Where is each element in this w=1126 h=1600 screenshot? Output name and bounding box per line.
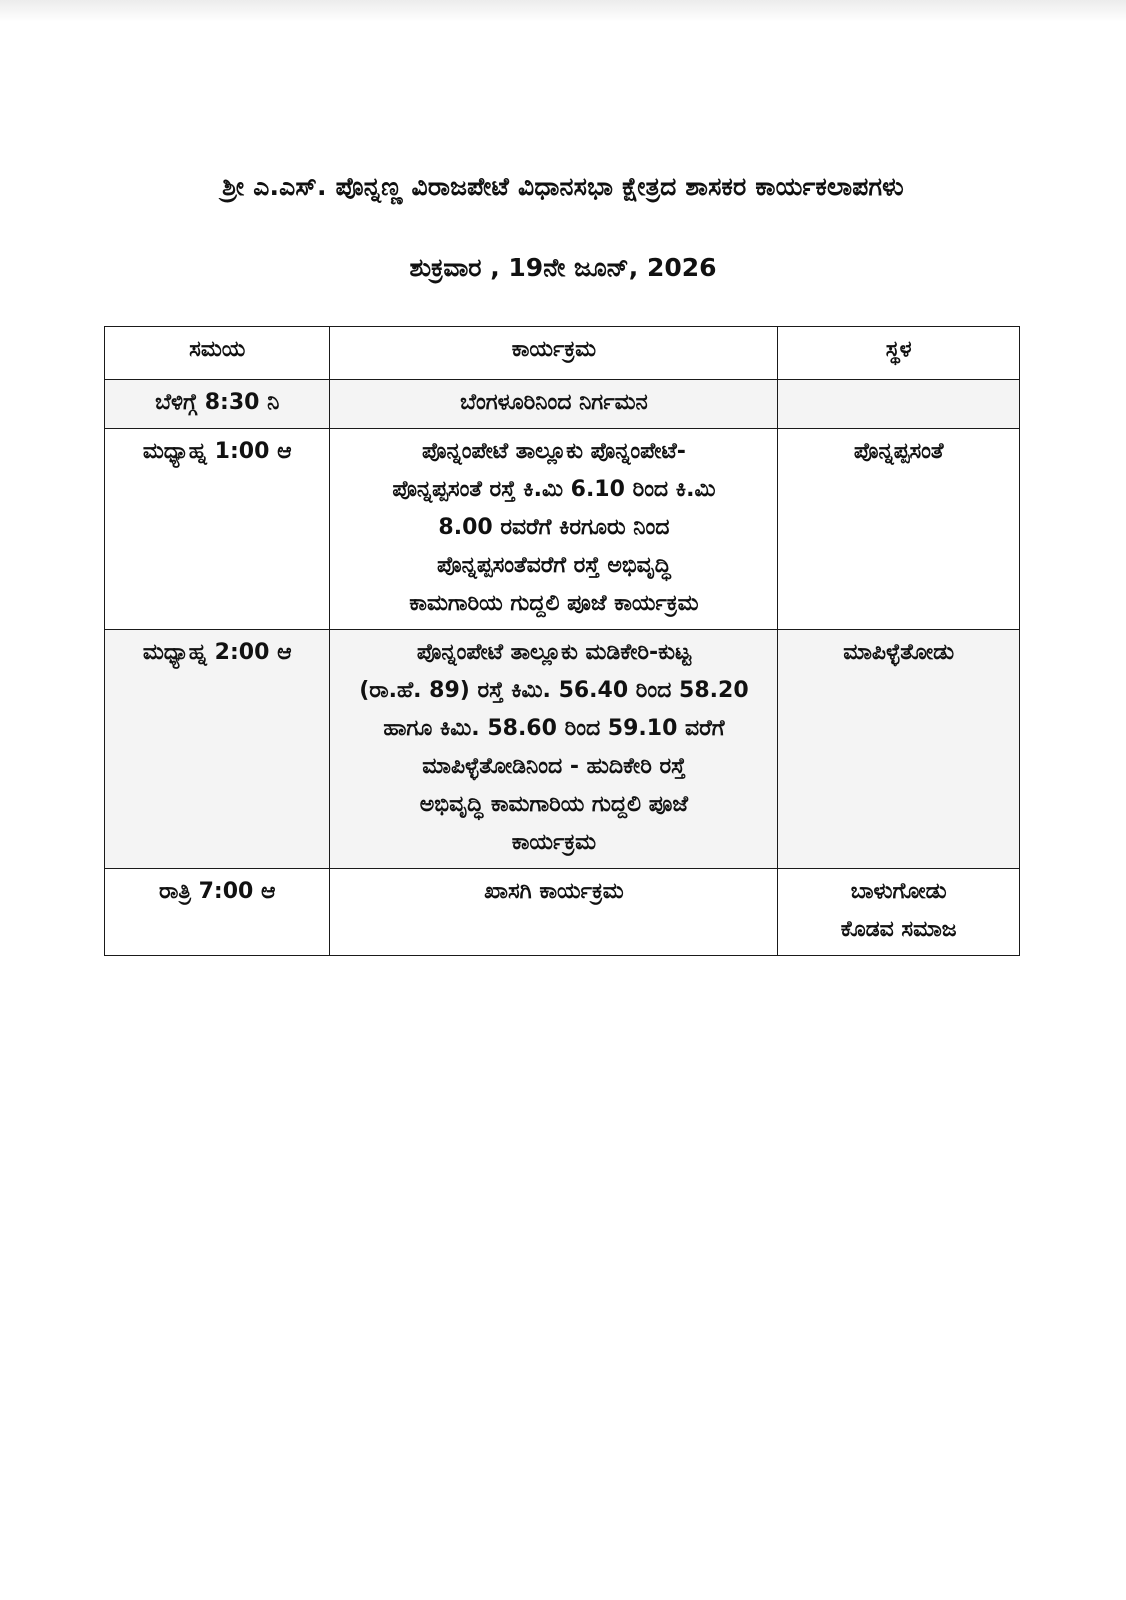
table-header-row: [105, 327, 1020, 380]
table-row: [105, 630, 1020, 869]
row-place: ಪೊನ್ನಪ್ಪಸಂತೆ: [778, 429, 1020, 630]
row-event: ಖಾಸಗಿ ಕಾರ್ಯಕ್ರಮ: [330, 869, 778, 956]
row-event: ಪೊನ್ನಂಪೇಟೆ ತಾಲ್ಲೂಕು ಪೊನ್ನಂಪೇಟೆ- ಪೊನ್ನಪ್ಪಸಂತೆ ರಸ್ತೆ ಕಿ.ಮಿ 6.10 ರಿಂದ ಕಿ.ಮಿ 8.00 ರವರೆಗೆ ಕಿರಗೂರು ನಿಂದ ಪೊನ್ನಪ್ಪಸಂತೆವರೆಗೆ ರಸ್ತೆ ಅಭಿವೃದ್ಧಿ ಕಾಮಗಾರಿಯ ಗುದ್ದಲಿ ಪೂಜೆ ಕಾರ್ಯಕ್ರಮ: [330, 429, 778, 630]
document-title: ಶ್ರೀ ಎ.ಎಸ್. ಪೊನ್ನಣ್ಣ ವಿರಾಜಪೇಟೆ ವಿಧಾನಸಭಾ ಕ್ಷೇತ್ರದ ಶಾಸಕರ ಕಾರ್ಯಕಲಾಪಗಳು: [222, 172, 904, 201]
table-row: [105, 869, 1020, 956]
row-place: ಮಾಪಿಳ್ಳೆತೋಡು: [778, 630, 1020, 869]
document-date: ಶುಕ್ರವಾರ , 19ನೇ ಜೂನ್, 2026: [409, 253, 717, 282]
row-event: ಬೆಂಗಳೂರಿನಿಂದ ನಿರ್ಗಮನ: [330, 380, 778, 429]
header-time: ಸಮಯ: [105, 327, 330, 380]
header-place: ಸ್ಥಳ: [778, 327, 1020, 380]
top-shadow: [0, 0, 1126, 22]
row-time: ಬೆಳಿಗ್ಗೆ 8:30 ನಿ: [105, 380, 330, 429]
row-time: ಮಧ್ಯಾಹ್ನ 1:00 ಆ: [105, 429, 330, 630]
row-place: [778, 380, 1020, 429]
header-event: ಕಾರ್ಯಕ್ರಮ: [330, 327, 778, 380]
row-time: ಮಧ್ಯಾಹ್ನ 2:00 ಆ: [105, 630, 330, 869]
row-event: ಪೊನ್ನಂಪೇಟೆ ತಾಲ್ಲೂಕು ಮಡಿಕೇರಿ-ಕುಟ್ಟ (ರಾ.ಹೆ. 89) ರಸ್ತೆ ಕಿಮಿ. 56.40 ರಿಂದ 58.20 ಹಾಗೂ ಕಿಮಿ. 58.60 ರಿಂದ 59.10 ವರೆಗೆ ಮಾಪಿಳ್ಳೆತೋಡಿನಿಂದ - ಹುದಿಕೇರಿ ರಸ್ತೆ ಅಭಿವೃದ್ಧಿ ಕಾಮಗಾರಿಯ ಗುದ್ದಲಿ ಪೂಜೆ ಕಾರ್ಯಕ್ರಮ: [330, 630, 778, 869]
table-row: [105, 380, 1020, 429]
row-time: ರಾತ್ರಿ 7:00 ಆ: [105, 869, 330, 956]
table-row: [105, 429, 1020, 630]
schedule-table: [104, 326, 1020, 956]
row-place: ಬಾಳುಗೋಡು ಕೊಡವ ಸಮಾಜ: [778, 869, 1020, 956]
